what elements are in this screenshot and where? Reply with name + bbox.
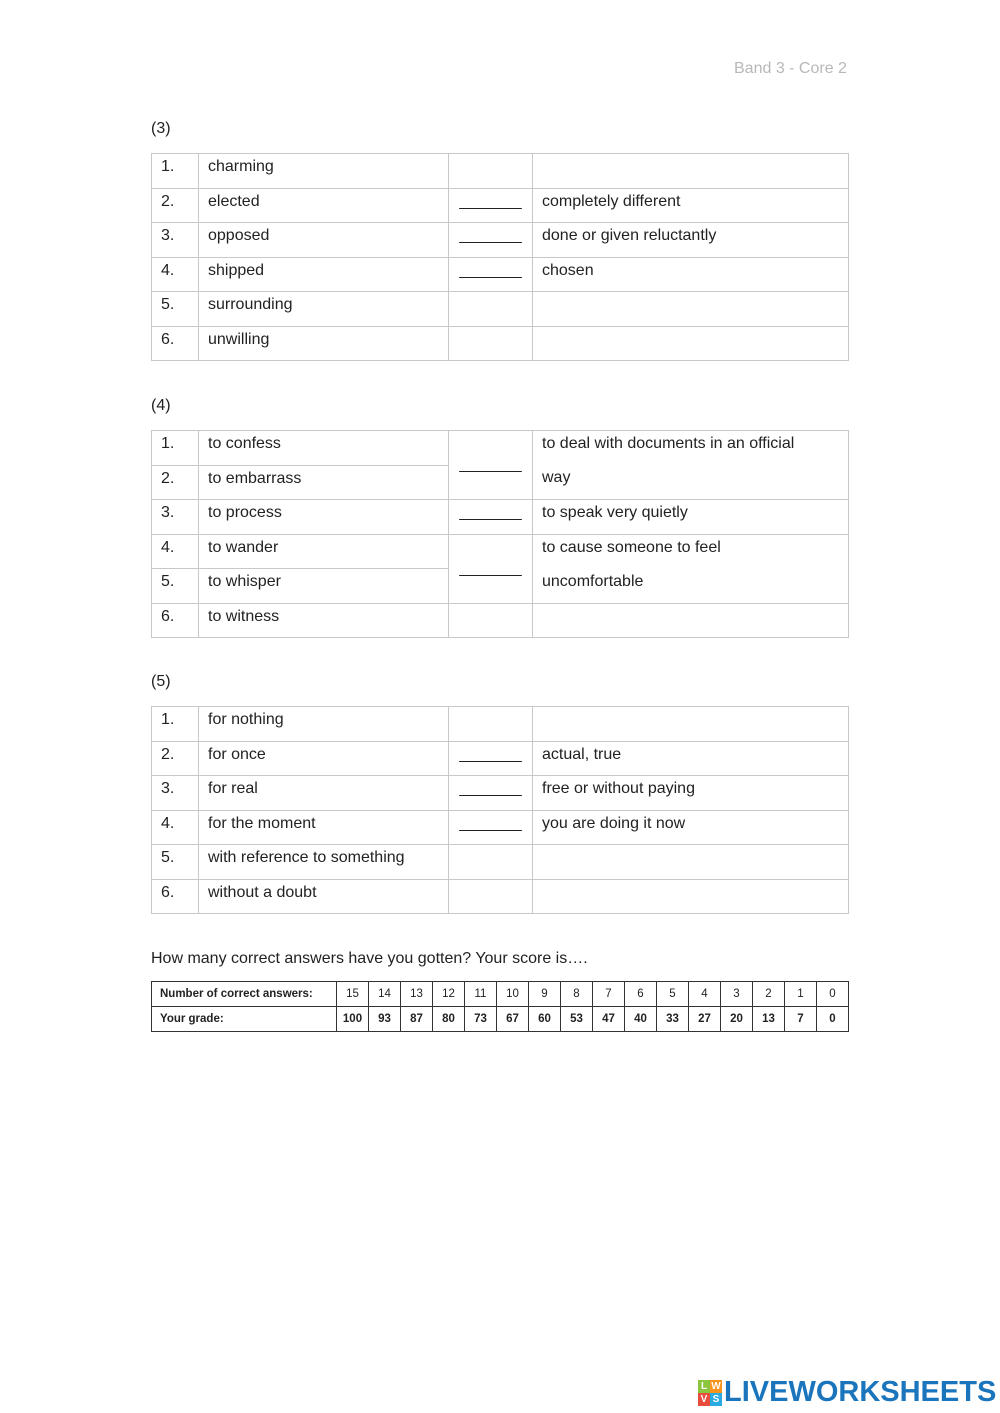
word-cell: to confess (199, 431, 449, 466)
answer-cell (449, 879, 533, 914)
section-3-table (151, 153, 849, 361)
grade-label: Your grade: (152, 1007, 337, 1032)
table-row (152, 603, 849, 638)
answer-blank[interactable]: _______ (449, 223, 533, 258)
correct-answers-label: Number of correct answers: (152, 982, 337, 1007)
score-table (151, 981, 849, 1032)
answer-cell (449, 292, 533, 327)
grade-value: 27 (689, 1007, 721, 1032)
item-number: 1. (152, 707, 199, 742)
table-row (152, 431, 849, 466)
item-number: 5. (152, 845, 199, 880)
grade-value: 20 (721, 1007, 753, 1032)
table-row (152, 810, 849, 845)
grade-value: 0 (817, 1007, 849, 1032)
score-question: How many correct answers have you gotten? Your score is…. (151, 950, 588, 967)
logo-text: LIVEWORKSHEETS (724, 1376, 997, 1408)
answer-blank[interactable]: _______ (449, 810, 533, 845)
grade-value: 87 (401, 1007, 433, 1032)
definition-cell (533, 326, 849, 361)
correct-count: 15 (337, 982, 369, 1007)
definition-cell: completely different (533, 188, 849, 223)
logo-mark-letter: L (698, 1380, 710, 1393)
item-number: 5. (152, 569, 199, 604)
word-cell: unwilling (199, 326, 449, 361)
definition-cell: free or without paying (533, 776, 849, 811)
correct-count: 13 (401, 982, 433, 1007)
definition-cell (533, 879, 849, 914)
table-row (152, 534, 849, 569)
word-cell: elected (199, 188, 449, 223)
item-number: 2. (152, 465, 199, 500)
table-row (152, 741, 849, 776)
correct-count: 4 (689, 982, 721, 1007)
correct-count: 2 (753, 982, 785, 1007)
item-number: 4. (152, 534, 199, 569)
correct-count: 5 (657, 982, 689, 1007)
correct-count: 11 (465, 982, 497, 1007)
definition-cell (533, 707, 849, 742)
grade-value: 53 (561, 1007, 593, 1032)
answer-blank[interactable]: _______ (449, 431, 533, 500)
correct-count: 14 (369, 982, 401, 1007)
item-number: 4. (152, 810, 199, 845)
grade-value: 13 (753, 1007, 785, 1032)
definition-line: to cause someone to feel (542, 538, 721, 556)
answer-cell (449, 326, 533, 361)
correct-count: 8 (561, 982, 593, 1007)
answer-blank[interactable]: _______ (449, 534, 533, 603)
definition-cell: done or given reluctantly (533, 223, 849, 258)
item-number: 6. (152, 879, 199, 914)
item-number: 6. (152, 326, 199, 361)
table-row (152, 257, 849, 292)
item-number: 4. (152, 257, 199, 292)
table-row (152, 292, 849, 327)
header-band-label: Band 3 - Core 2 (734, 60, 847, 77)
item-number: 3. (152, 776, 199, 811)
table-row (152, 188, 849, 223)
table-row (152, 223, 849, 258)
correct-count: 0 (817, 982, 849, 1007)
answer-blank[interactable]: _______ (449, 500, 533, 535)
answer-cell (449, 845, 533, 880)
answer-blank[interactable]: _______ (449, 776, 533, 811)
word-cell: to witness (199, 603, 449, 638)
word-cell: to process (199, 500, 449, 535)
definition-cell: you are doing it now (533, 810, 849, 845)
definition-cell (533, 603, 849, 638)
item-number: 1. (152, 154, 199, 189)
logo-mark-letter: W (711, 1380, 721, 1392)
definition-line: uncomfortable (542, 572, 644, 590)
grade-value: 47 (593, 1007, 625, 1032)
grade-value: 40 (625, 1007, 657, 1032)
grade-value: 80 (433, 1007, 465, 1032)
word-cell: for the moment (199, 810, 449, 845)
item-number: 6. (152, 603, 199, 638)
definition-cell (533, 292, 849, 327)
word-cell: with reference to something (199, 845, 449, 880)
section-5-label: (5) (151, 673, 171, 690)
grade-value: 100 (337, 1007, 369, 1032)
section-3-label: (3) (151, 120, 171, 137)
grade-value: 7 (785, 1007, 817, 1032)
correct-count: 12 (433, 982, 465, 1007)
grade-value: 33 (657, 1007, 689, 1032)
item-number: 2. (152, 188, 199, 223)
correct-count: 3 (721, 982, 753, 1007)
section-4-label: (4) (151, 397, 171, 414)
word-cell: to wander (199, 534, 449, 569)
grade-row (152, 1007, 849, 1032)
answer-blank[interactable]: _______ (449, 257, 533, 292)
correct-count: 10 (497, 982, 529, 1007)
word-cell: to whisper (199, 569, 449, 604)
table-row (152, 879, 849, 914)
table-row (152, 326, 849, 361)
word-cell: shipped (199, 257, 449, 292)
answer-cell (449, 603, 533, 638)
definition-cell: to speak very quietly (533, 500, 849, 535)
definition-cell (533, 534, 849, 603)
word-cell: for nothing (199, 707, 449, 742)
table-row (152, 154, 849, 189)
item-number: 5. (152, 292, 199, 327)
definition-line: way (542, 469, 571, 486)
table-row (152, 500, 849, 535)
definition-cell (533, 845, 849, 880)
word-cell: charming (199, 154, 449, 189)
word-cell: for real (199, 776, 449, 811)
answer-cell (449, 707, 533, 742)
word-cell: to embarrass (199, 465, 449, 500)
section-4-table (151, 430, 849, 638)
word-cell: without a doubt (199, 879, 449, 914)
word-cell: opposed (199, 223, 449, 258)
definition-cell: actual, true (533, 741, 849, 776)
correct-count: 9 (529, 982, 561, 1007)
definition-cell: chosen (533, 257, 849, 292)
logo-mark-letter: V (698, 1393, 710, 1406)
correct-count: 7 (593, 982, 625, 1007)
item-number: 2. (152, 741, 199, 776)
table-row (152, 776, 849, 811)
logo-mark-letter: S (710, 1393, 722, 1406)
item-number: 1. (152, 431, 199, 466)
item-number: 3. (152, 223, 199, 258)
logo-mark-icon (698, 1380, 722, 1406)
word-cell: for once (199, 741, 449, 776)
word-cell: surrounding (199, 292, 449, 327)
table-row (152, 845, 849, 880)
definition-line: to deal with documents in an official (542, 435, 795, 452)
liveworksheets-logo[interactable] (698, 1376, 996, 1409)
table-row (152, 707, 849, 742)
correct-answers-row (152, 982, 849, 1007)
answer-blank[interactable]: _______ (449, 188, 533, 223)
grade-value: 93 (369, 1007, 401, 1032)
definition-cell (533, 154, 849, 189)
answer-cell (449, 154, 533, 189)
grade-value: 67 (497, 1007, 529, 1032)
grade-value: 73 (465, 1007, 497, 1032)
item-number: 3. (152, 500, 199, 535)
grade-value: 60 (529, 1007, 561, 1032)
correct-count: 6 (625, 982, 657, 1007)
answer-blank[interactable]: _______ (449, 741, 533, 776)
definition-cell (533, 431, 849, 500)
correct-count: 1 (785, 982, 817, 1007)
section-5-table (151, 706, 849, 914)
